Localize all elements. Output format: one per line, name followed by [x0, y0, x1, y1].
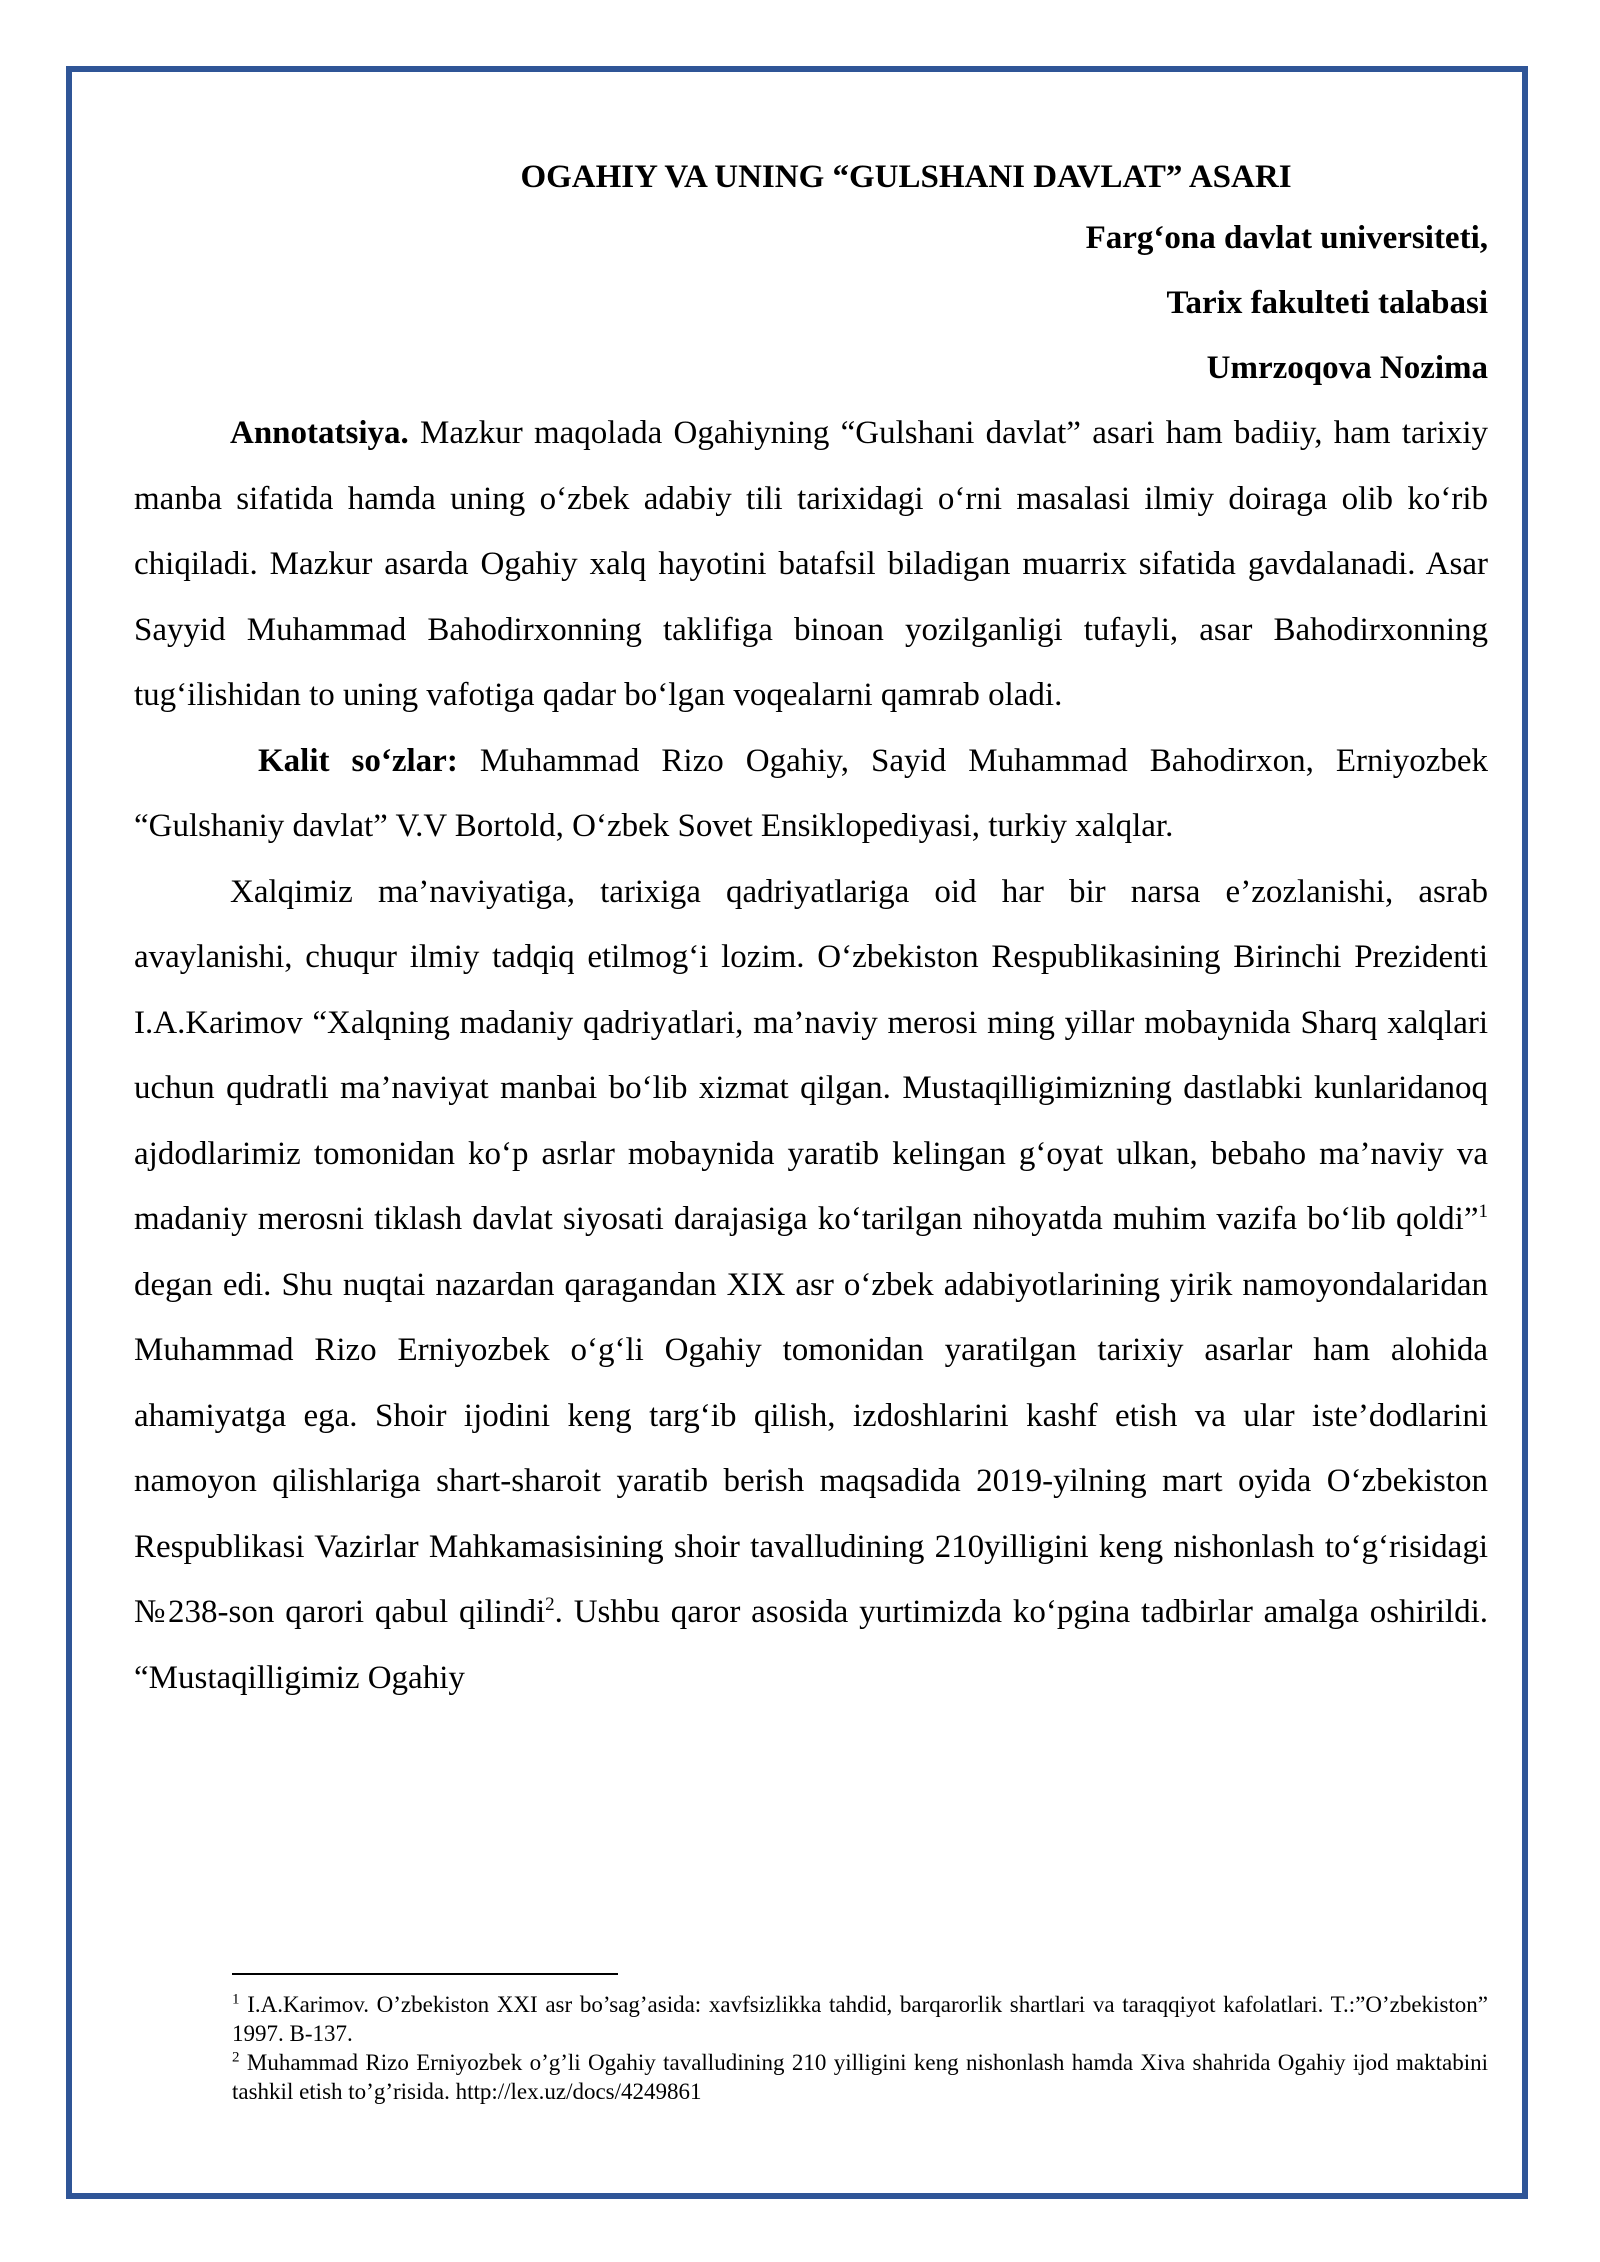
keywords-paragraph: [134, 729, 1488, 860]
footnote-1: [232, 1990, 1488, 2048]
footnote-ref-2[interactable]: 2: [545, 1594, 555, 1615]
body-text-part3: . Ushbu qaror asosida yurtimizda ko‘pgina tadbirlar amalga oshirildi. “Mustaqilligimiz Ogahiy: [134, 1594, 1488, 1696]
abstract-text: Mazkur maqolada Ogahiyning “Gulshani davlat” asari ham badiiy, ham tarixiy manba sifatida hamda uning o‘zbek adabiy tili tarixidagi o‘rni masalasi ilmiy doiraga olib ko‘rib chiqiladi. Mazkur asarda Ogahiy xalq hayotini batafsil biladigan muarrix sifatida gavdalanadi. Asar Sayyid Muhammad Bahodirxonning taklifiga binoan yozilganligi tufayli, asar Bahodirxonning tug‘ilishidan to uning vafotiga qadar bo‘lgan voqealarni qamrab oladi.: [134, 415, 1488, 713]
author-university: Farg‘ona davlat universiteti,: [1085, 220, 1488, 256]
keywords-label: Kalit so‘zlar:: [258, 742, 458, 779]
footnote-number-2: 2: [232, 2049, 240, 2066]
abstract-paragraph: [134, 401, 1488, 729]
footnote-number-1: 1: [232, 1991, 240, 2008]
footnote-separator: [232, 1973, 618, 1975]
abstract-label: Annotatsiya.: [230, 415, 409, 451]
footnote-text-1: I.A.Karimov. O’zbekiston XXI asr bo’sag’asida: xavfsizlikka tahdid, barqarorlik shartlari va taraqqiyot kafolatlari. T.:”O’zbekiston” 1997. B-137.: [232, 1992, 1488, 2046]
body-paragraph: [134, 860, 1488, 1712]
article-title: OGAHIY VA UNING “GULSHANI DAVLAT” ASARI: [520, 159, 1292, 195]
author-name: Umrzoqova Nozima: [1206, 350, 1488, 386]
author-faculty: Tarix fakulteti talabasi: [1166, 285, 1488, 321]
document-body: [134, 148, 1488, 1711]
footnotes: [232, 1990, 1488, 2106]
keywords-text: Muhammad Rizo Ogahiy, Sayid Muhammad Bahodirxon, Erniyozbek “Gulshaniy davlat” V.V Bortold, O‘zbek Sovet Ensiklopediyasi, turkiy xalqlar.: [134, 742, 1488, 844]
footnote-2: [232, 2048, 1488, 2106]
footnote-ref-1[interactable]: 1: [1478, 1201, 1488, 1222]
body-text-part1: Xalqimiz ma’naviyatiga, tarixiga qadriyatlariga oid har bir narsa e’zozlanishi, asrab avaylanishi, chuqur ilmiy tadqiq etilmog‘i lozim. O‘zbekiston Respublikasining Birinchi Prezidenti I.A.Karimov “Xalqning madaniy qadriyatlari, ma’naviy merosi ming yillar mobaynida Sharq xalqlari uchun qudratli ma’naviyat manbai bo‘lib xizmat qilgan. Mustaqilligimizning dastlabki kunlaridanoq ajdodlarimiz tomonidan ko‘p asrlar mobaynida yaratib kelingan g‘oyat ulkan, bebaho ma’naviy va madaniy merosni tiklash davlat siyosati darajasiga ko‘tarilgan nihoyatda muhim vazifa bo‘lib qoldi”: [134, 873, 1488, 1237]
body-text-part2: degan edi. Shu nuqtai nazardan qaragandan XIX asr o‘zbek adabiyotlarining yirik namoyondalaridan Muhammad Rizo Erniyozbek o‘g‘li Ogahiy tomonidan yaratilgan tarixiy asarlar ham alohida ahamiyatga ega. Shoir ijodini keng targ‘ib qilish, izdoshlarini kashf etish va ular iste’dodlarini namoyon qilishlariga shart-sharoit yaratib berish maqsadida 2019-yilning mart oyida O‘zbekiston Respublikasi Vazirlar Mahkamasisining shoir tavalludining 210yilligini keng nishonlash to‘g‘risidagi №238-son qarori qabul qilindi: [134, 1266, 1488, 1630]
footnote-text-2: Muhammad Rizo Erniyozbek o’g’li Ogahiy tavalludining 210 yilligini keng nishonlash hamda Xiva shahrida Ogahiy ijod maktabini tashkil etish to’g’risida. http://lex.uz/docs/4249861: [232, 2050, 1488, 2104]
